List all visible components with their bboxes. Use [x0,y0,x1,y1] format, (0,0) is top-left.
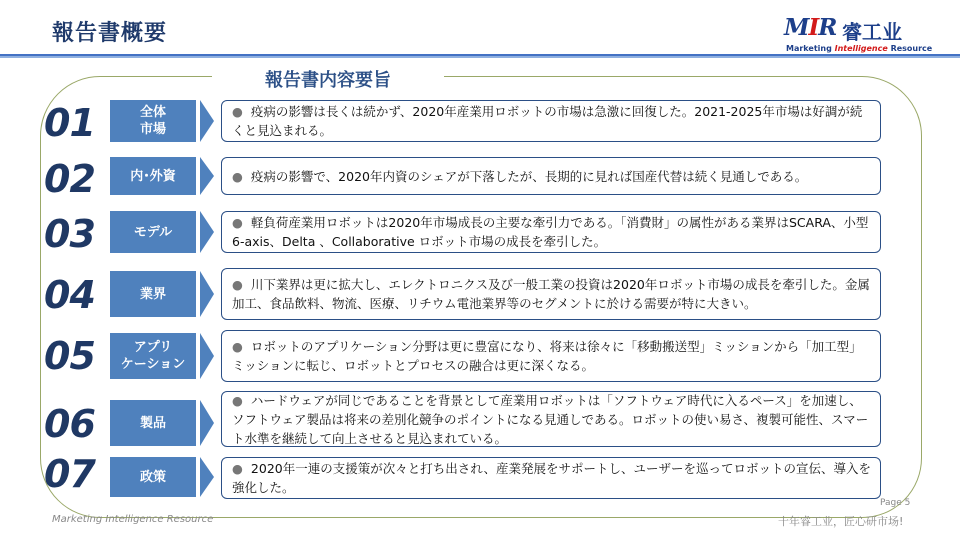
bullet-icon: ● [232,104,243,119]
bullet-icon: ● [232,215,243,230]
bullet-icon: ● [232,461,243,476]
company-logo [784,14,934,56]
bullet-icon: ● [232,392,243,408]
summary-text-box [221,268,881,320]
summary-text-box [221,391,881,447]
summary-text: 川下業界は更に拡大し、エレクトロニクス及び一般工業の投資は2020年ロボット市場の成長を牽引した。金属加工、食品飲料、物流、医療、リチウム電池業界等のセグメントに於ける需要が特に大きい。 [232,277,870,311]
category-tag: アプリ ケーション [110,333,196,379]
row-number: 06 [44,402,95,446]
footer-slogan: 十年睿工业，匠心研市场! [778,515,904,528]
summary-text-box [221,157,881,195]
header-rule [0,54,960,58]
row-number: 07 [44,452,95,496]
summary-text: 2020年一連の支援策が次々と打ち出され、産業発展をサポートし、ユーザーを巡ってロボットの宣伝、導入を強化した。 [232,461,871,495]
summary-text: 疫病の影響は長くは続かず、2020年産業用ロボットの市場は急激に回復した。2021-2025年市場は好調が続くと見込まれる。 [232,104,863,138]
summary-text: ロボットのアプリケーション分野は更に豊富になり、将来は徐々に「移動搬送型」ミッションから「加工型」ミッションに転じ、ロボットとプロセスの融合は更に深くなる。 [232,339,862,373]
bullet-icon: ● [232,168,243,184]
summary-text-box [221,330,881,382]
summary-text-box [221,211,881,253]
logo-tagline: Marketing Intelligence Resource [786,44,933,53]
page-title: 報告書概要 [52,21,168,46]
row-number: 01 [44,101,95,145]
summary-text: 疫病の影響で、2020年内資のシェアが下落したが、長期的に見れば国産代替は続く見通しである。 [250,168,808,184]
category-tag: モデル [110,211,196,253]
category-tag: 政策 [110,457,196,497]
summary-text-box [221,100,881,142]
row-number: 05 [44,334,95,378]
bullet-icon: ● [232,277,243,292]
row-number: 04 [44,273,95,317]
logo-mir: MIR [784,14,837,41]
summary-text: ハードウェアが同じであることを背景として産業用ロボットは「ソフトウェア時代に入るペース」を加速し、ソフトウェア製品は将来の差別化競争のポイントになる見通しである。ロボットの使い易さ、複製可能性、スマート水準を継続して向上させると見込まれている。 [232,392,869,446]
page-number: Page 5 [880,498,911,508]
category-tag: 全体 市場 [110,100,196,142]
section-title: 報告書内容要旨 [265,70,391,91]
logo-chinese-name: 睿工业 [842,20,902,44]
category-tag: 内･外資 [110,157,196,195]
bullet-icon: ● [232,339,243,354]
row-number: 02 [44,157,95,201]
footer-company: Marketing Intelligence Resource [52,514,214,525]
category-tag: 業界 [110,271,196,317]
category-tag: 製品 [110,400,196,446]
row-number: 03 [44,212,95,256]
summary-text: 軽負荷産業用ロボットは2020年市場成長の主要な牽引力である。「消費財」の属性がある業界はSCARA、小型 6-axis、Delta 、Collaborative ロボット市場の成長を牽引した。 [232,215,869,249]
summary-text-box [221,457,881,499]
